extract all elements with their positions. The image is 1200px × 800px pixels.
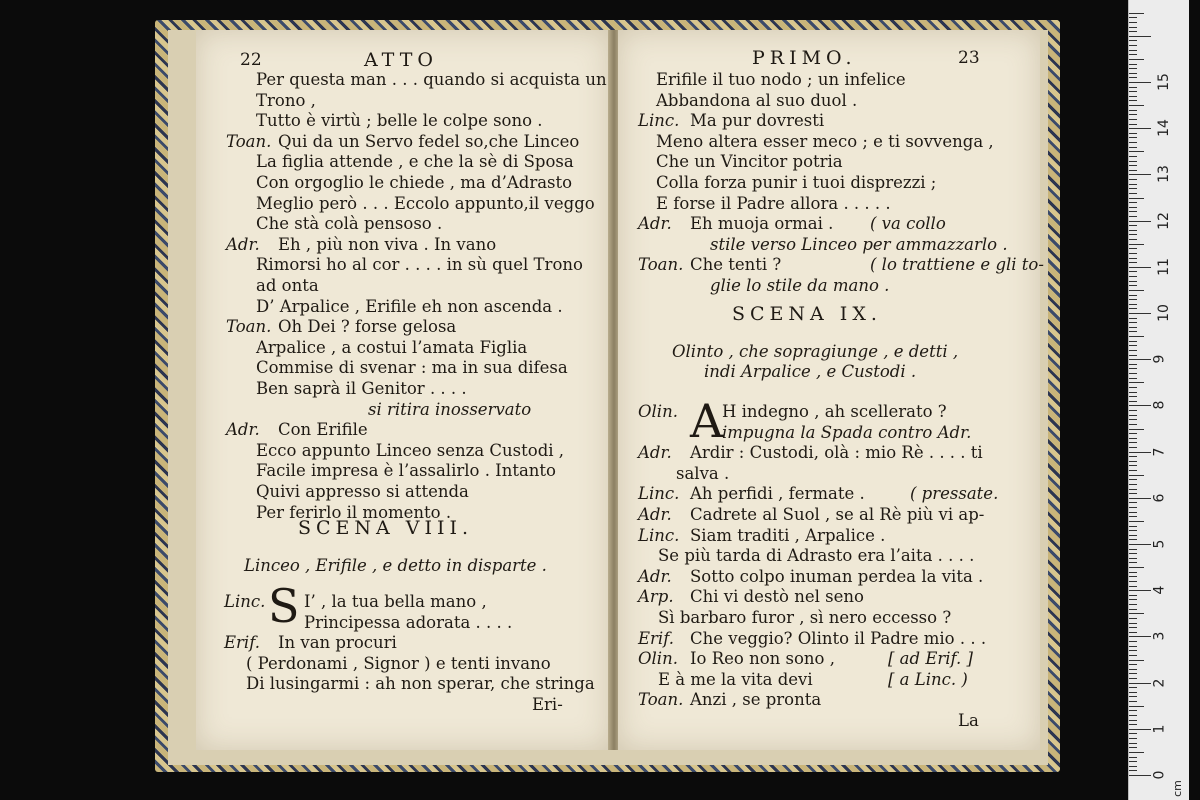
speaker-label: Olin. [638, 402, 678, 421]
ruler-tick [1129, 59, 1144, 60]
running-head: ATTO [364, 49, 438, 71]
ruler-tick [1129, 308, 1137, 309]
ruler-tick [1129, 567, 1144, 568]
ruler-tick [1129, 345, 1137, 346]
ruler-tick [1129, 267, 1151, 268]
scene-title: SCENA VIII. [298, 517, 474, 539]
ruler-tick [1129, 359, 1151, 360]
ruler-tick [1129, 262, 1137, 263]
ruler-number: 6 [1151, 493, 1168, 503]
ruler-tick [1129, 151, 1144, 152]
ruler-tick [1129, 77, 1137, 78]
stage-direction: ( va collo [870, 214, 946, 234]
ruler-tick [1129, 586, 1137, 587]
text-line: Sotto colpo inuman perdea la vita . [690, 566, 984, 586]
ruler-tick [1129, 470, 1137, 471]
measurement-ruler [1128, 0, 1189, 800]
ruler-tick [1129, 604, 1137, 605]
text-line: Sì barbaro furor , sì nero eccesso ? [658, 608, 952, 627]
text-line: Che tenti ? [690, 255, 782, 275]
ruler-tick [1129, 244, 1144, 245]
text-line: impugna la Spada contro Adr. [722, 422, 972, 442]
text-line: Per ferirlo il momento . [256, 502, 452, 522]
ruler-tick [1129, 165, 1137, 166]
ruler-tick [1129, 133, 1137, 134]
ruler-tick [1129, 50, 1137, 51]
ruler-tick [1129, 147, 1137, 148]
ruler-tick [1129, 392, 1137, 393]
ruler-number: 5 [1151, 539, 1168, 549]
ruler-tick [1129, 539, 1137, 540]
text-line: Di lusingarmi : ah non sperar, che stringa [246, 674, 595, 694]
ruler-tick [1129, 387, 1137, 388]
ruler-tick [1129, 775, 1151, 776]
ruler-tick [1129, 595, 1137, 596]
ruler-tick [1129, 733, 1137, 734]
ruler-tick [1129, 530, 1137, 531]
ruler-tick [1129, 498, 1151, 499]
ruler-number: 0 [1151, 770, 1168, 780]
text-line: E à me la vita devi [658, 669, 813, 689]
ruler-number: 4 [1151, 585, 1168, 595]
ruler-tick [1129, 341, 1137, 342]
text-line: Erifile il tuo nodo ; un infelice [656, 70, 906, 89]
text-line: Ah perfidi , fermate . [690, 484, 865, 504]
ruler-tick [1129, 188, 1137, 189]
ruler-tick [1129, 729, 1151, 730]
text-line: H indegno , ah scellerato ? [722, 402, 947, 421]
ruler-tick [1129, 461, 1137, 462]
ruler-tick [1129, 613, 1144, 614]
ruler-tick [1129, 156, 1137, 157]
text-line: Per questa man . . . quando si acquista un [256, 70, 607, 89]
text-line: Che un Vincitor potria [656, 152, 843, 172]
text-line: La figlia attende , e che la sè di Sposa [256, 152, 574, 172]
ruler-tick [1129, 632, 1137, 633]
ruler-tick [1129, 549, 1137, 550]
ruler-number: 13 [1155, 165, 1172, 184]
ruler-tick [1129, 761, 1137, 762]
ruler-number: 1 [1151, 724, 1168, 734]
ruler-tick [1129, 766, 1137, 767]
ruler-tick [1129, 526, 1137, 527]
ruler-tick [1129, 576, 1137, 577]
ruler-tick [1129, 253, 1137, 254]
ruler-tick [1129, 318, 1137, 319]
ruler-tick [1129, 752, 1144, 753]
text-line: Tutto è virtù ; belle le colpe sono . [256, 111, 543, 131]
ruler-tick [1129, 373, 1137, 374]
ruler-number: 14 [1155, 119, 1172, 138]
ruler-number: 2 [1151, 678, 1168, 688]
drop-cap: S [268, 579, 300, 633]
ruler-tick [1129, 419, 1137, 420]
ruler-tick [1129, 350, 1137, 351]
ruler-tick [1129, 452, 1151, 453]
ruler-tick [1129, 313, 1151, 314]
ruler-tick [1129, 124, 1137, 125]
ruler-tick [1129, 198, 1144, 199]
text-line: Ardir : Custodi, olà : mio Rè . . . . ti [690, 443, 983, 463]
ruler-tick [1129, 193, 1137, 194]
ruler-tick [1129, 137, 1137, 138]
ruler-tick [1129, 355, 1137, 356]
text-line: Eri- [532, 695, 563, 714]
text-line: Facile impresa è l’assalirlo . Intanto [256, 461, 556, 481]
stage-direction: [ ad Erif. ] [888, 649, 973, 669]
ruler-tick [1129, 553, 1137, 554]
text-line: Ecco appunto Linceo senza Custodi , [256, 440, 565, 460]
ruler-tick [1129, 493, 1137, 494]
ruler-number: 3 [1151, 631, 1168, 641]
ruler-tick [1129, 221, 1151, 222]
right-page [618, 30, 1044, 750]
running-head: PRIMO. [752, 47, 857, 69]
ruler-tick [1129, 96, 1137, 97]
speaker-label: Linc. [638, 525, 680, 545]
ruler-tick [1129, 521, 1144, 522]
ruler-tick [1129, 410, 1137, 411]
ruler-tick [1129, 327, 1137, 328]
ruler-tick [1129, 174, 1151, 175]
speaker-label: Adr. [638, 505, 672, 524]
ruler-tick [1129, 128, 1151, 129]
ruler-tick [1129, 276, 1137, 277]
ruler-unit: cm [1170, 780, 1184, 797]
ruler-tick [1129, 696, 1137, 697]
ruler-tick [1129, 295, 1137, 296]
ruler-tick [1129, 636, 1151, 637]
scene-cast: Olinto , che sopragiunge , e detti , [672, 342, 959, 361]
ruler-number: 11 [1155, 257, 1172, 276]
ruler-tick [1129, 484, 1137, 485]
ruler-tick [1129, 544, 1151, 545]
text-line: ( Perdonami , Signor ) e tenti invano [246, 653, 551, 673]
ruler-tick [1129, 558, 1137, 559]
text-line: Colla forza punir i tuoi disprezzi ; [656, 173, 937, 192]
ruler-tick [1129, 660, 1144, 661]
ruler-tick [1129, 572, 1137, 573]
speaker-label: Linc. [638, 111, 680, 131]
scene-cast: Linceo , Erifile , e detto in disparte . [244, 556, 547, 575]
ruler-tick [1129, 442, 1137, 443]
speaker-label: Adr. [638, 214, 672, 234]
text-line: Con orgoglio le chiede , ma d’Adrasto [256, 173, 573, 192]
ruler-tick [1129, 664, 1137, 665]
ruler-tick [1129, 609, 1137, 610]
ruler-tick [1129, 475, 1144, 476]
ruler-tick [1129, 396, 1137, 397]
ruler-tick [1129, 114, 1137, 115]
text-line: Con Erifile [278, 420, 368, 440]
ruler-tick [1129, 429, 1144, 430]
ruler-tick [1129, 142, 1137, 143]
ruler-tick [1129, 322, 1137, 323]
text-line: Eh muoja ormai . [690, 214, 834, 234]
speaker-label: Erif. [638, 628, 674, 648]
text-line: Anzi , se pronta [690, 690, 822, 710]
text-line: Principessa adorata . . . . [304, 612, 513, 632]
stage-direction: [ a Linc. ) [888, 669, 968, 689]
ruler-tick [1129, 433, 1137, 434]
ruler-tick [1129, 40, 1137, 41]
ruler-tick [1129, 91, 1137, 92]
ruler-tick [1129, 230, 1137, 231]
text-line: I’ , la tua bella mano , [304, 592, 487, 611]
ruler-tick [1129, 701, 1137, 702]
ruler-tick [1129, 627, 1137, 628]
text-line: Abbandona al suo duol . [656, 90, 858, 110]
speaker-label: Adr. [638, 566, 672, 586]
left-page [196, 30, 610, 750]
ruler-tick [1129, 207, 1137, 208]
ruler-tick [1129, 216, 1137, 217]
ruler-tick [1129, 724, 1137, 725]
speaker-label: Toan. [638, 255, 684, 275]
scene-cast: indi Arpalice , e Custodi . [704, 362, 917, 381]
speaker-label: Toan. [226, 131, 272, 151]
stage-direction: stile verso Linceo per ammazzarlo . [710, 234, 1008, 254]
ruler-tick [1129, 405, 1151, 406]
speaker-label: Linc. [224, 592, 266, 611]
ruler-tick [1129, 378, 1137, 379]
text-line: Che stà colà pensoso . [256, 214, 443, 234]
ruler-tick [1129, 119, 1137, 120]
ruler-tick [1129, 368, 1137, 369]
text-line: si ritira inosservato [368, 399, 532, 419]
ruler-tick [1129, 641, 1137, 642]
ruler-tick [1129, 31, 1137, 32]
ruler-tick [1129, 743, 1137, 744]
text-line: Qui da un Servo fedel so,che Linceo [278, 131, 580, 151]
text-line: Ben saprà il Genitor . . . . [256, 379, 467, 398]
ruler-tick [1129, 234, 1137, 235]
ruler-tick [1129, 424, 1137, 425]
ruler-number: 12 [1155, 211, 1172, 230]
ruler-tick [1129, 683, 1151, 684]
speaker-label: Adr. [226, 420, 260, 440]
ruler-tick [1129, 438, 1137, 439]
ruler-tick [1129, 304, 1137, 305]
text-line: Meno altera esser meco ; e ti sovvenga , [656, 131, 994, 151]
ruler-tick [1129, 738, 1137, 739]
ruler-tick [1129, 706, 1144, 707]
ruler-tick [1129, 715, 1137, 716]
speaker-label: Linc. [638, 484, 680, 504]
ruler-tick [1129, 747, 1137, 748]
ruler-tick [1129, 281, 1137, 282]
text-line: Siam traditi , Arpalice . [690, 525, 886, 545]
text-line: Eh , più non viva . In vano [278, 234, 497, 254]
page-number: 23 [958, 48, 980, 68]
ruler-tick [1129, 562, 1137, 563]
speaker-label: Erif. [224, 633, 260, 653]
ruler-tick [1129, 669, 1137, 670]
text-line: La [958, 711, 979, 730]
ruler-tick [1129, 110, 1137, 111]
ruler-tick [1129, 73, 1137, 74]
ruler-tick [1129, 692, 1137, 693]
ruler-tick [1129, 456, 1137, 457]
text-line: Chi vi destò nel seno [690, 587, 864, 607]
ruler-tick [1129, 290, 1144, 291]
ruler-tick [1129, 535, 1137, 536]
ruler-tick [1129, 720, 1137, 721]
ruler-tick [1129, 100, 1137, 101]
text-line: Commise di svenar : ma in sua difesa [256, 358, 568, 378]
ruler-tick [1129, 364, 1137, 365]
ruler-tick [1129, 618, 1137, 619]
ruler-number: 10 [1155, 304, 1172, 322]
text-line: Cadrete al Suol , se al Rè più vi ap- [690, 505, 985, 524]
ruler-tick [1129, 673, 1137, 674]
ruler-tick [1129, 45, 1137, 46]
ruler-tick [1129, 655, 1137, 656]
text-line: Se più tarda di Adrasto era l’aita . . . . [658, 546, 975, 566]
ruler-tick [1129, 184, 1137, 185]
text-line: ad onta [256, 276, 319, 295]
ruler-tick [1129, 507, 1137, 508]
ruler-tick [1129, 331, 1137, 332]
text-line: In van procuri [278, 633, 397, 653]
text-line: Trono , [256, 90, 316, 110]
speaker-label: Adr. [226, 234, 260, 254]
ruler-tick [1129, 623, 1137, 624]
ruler-tick [1129, 179, 1137, 180]
speaker-label: Adr. [638, 443, 672, 463]
speaker-label: Toan. [638, 690, 684, 710]
ruler-tick [1129, 161, 1137, 162]
scene-title: SCENA IX. [732, 303, 882, 325]
ruler-number: 9 [1151, 354, 1168, 364]
ruler-tick [1129, 590, 1151, 591]
ruler-tick [1129, 202, 1137, 203]
ruler-tick [1129, 646, 1137, 647]
ruler-tick [1129, 27, 1137, 28]
ruler-number: 8 [1151, 400, 1168, 410]
page-number: 22 [240, 50, 262, 70]
ruler-number: 7 [1151, 447, 1168, 457]
stage-direction: glie lo stile da mano . [710, 276, 890, 295]
ruler-tick [1129, 581, 1137, 582]
text-line: Arpalice , a costui l’amata Figlia [256, 337, 528, 357]
ruler-tick [1129, 710, 1137, 711]
ruler-tick [1129, 599, 1137, 600]
speaker-label: Olin. [638, 649, 678, 669]
ruler-tick [1129, 285, 1137, 286]
stage-direction: ( lo trattiene e gli to- [870, 255, 1044, 275]
text-line: E forse il Padre allora . . . . . [656, 193, 891, 213]
text-line: Rimorsi ho al cor . . . . in sù quel Trono [256, 255, 583, 275]
text-line: salva . [676, 463, 730, 483]
ruler-tick [1129, 401, 1137, 402]
ruler-tick [1129, 87, 1137, 88]
ruler-tick [1129, 650, 1137, 651]
ruler-tick [1129, 382, 1144, 383]
ruler-tick [1129, 54, 1137, 55]
ruler-tick [1129, 757, 1137, 758]
ruler-tick [1129, 170, 1137, 171]
text-line: Meglio però . . . Eccolo appunto,il veggo [256, 193, 595, 213]
ruler-tick [1129, 225, 1137, 226]
ruler-tick [1129, 447, 1137, 448]
speaker-label: Arp. [638, 587, 674, 607]
ruler-tick [1129, 17, 1137, 18]
ruler-tick [1129, 465, 1137, 466]
ruler-tick [1129, 22, 1137, 23]
ruler-tick [1129, 68, 1137, 69]
text-line: Che veggio? Olinto il Padre mio . . . [690, 628, 987, 648]
ruler-tick [1129, 248, 1137, 249]
ruler-tick [1129, 64, 1137, 65]
ruler-tick [1129, 211, 1137, 212]
ruler-tick [1129, 489, 1137, 490]
ruler-tick [1129, 678, 1137, 679]
stage-direction: ( pressate. [910, 484, 999, 504]
ruler-tick [1129, 512, 1137, 513]
text-line: Quivi appresso si attenda [256, 482, 469, 501]
ruler-tick [1129, 36, 1151, 37]
ruler-tick [1129, 516, 1137, 517]
text-line: Oh Dei ? forse gelosa [278, 317, 457, 337]
text-line: Io Reo non sono , [690, 649, 835, 669]
ruler-tick [1129, 13, 1144, 14]
ruler-tick [1129, 770, 1137, 771]
ruler-tick [1129, 271, 1137, 272]
drop-cap: A [690, 394, 724, 448]
text-line: Ma pur dovresti [690, 111, 825, 131]
ruler-tick [1129, 687, 1137, 688]
ruler-tick [1129, 415, 1137, 416]
ruler-number: 15 [1155, 73, 1172, 91]
speaker-label: Toan. [226, 317, 272, 337]
ruler-tick [1129, 258, 1137, 259]
ruler-tick [1129, 502, 1137, 503]
ruler-tick [1129, 105, 1144, 106]
text-line: D’ Arpalice , Erifile eh non ascenda . [256, 296, 563, 316]
ruler-tick [1129, 299, 1137, 300]
ruler-tick [1129, 479, 1137, 480]
ruler-tick [1129, 239, 1137, 240]
ruler-tick [1129, 336, 1144, 337]
ruler-tick [1129, 82, 1151, 83]
